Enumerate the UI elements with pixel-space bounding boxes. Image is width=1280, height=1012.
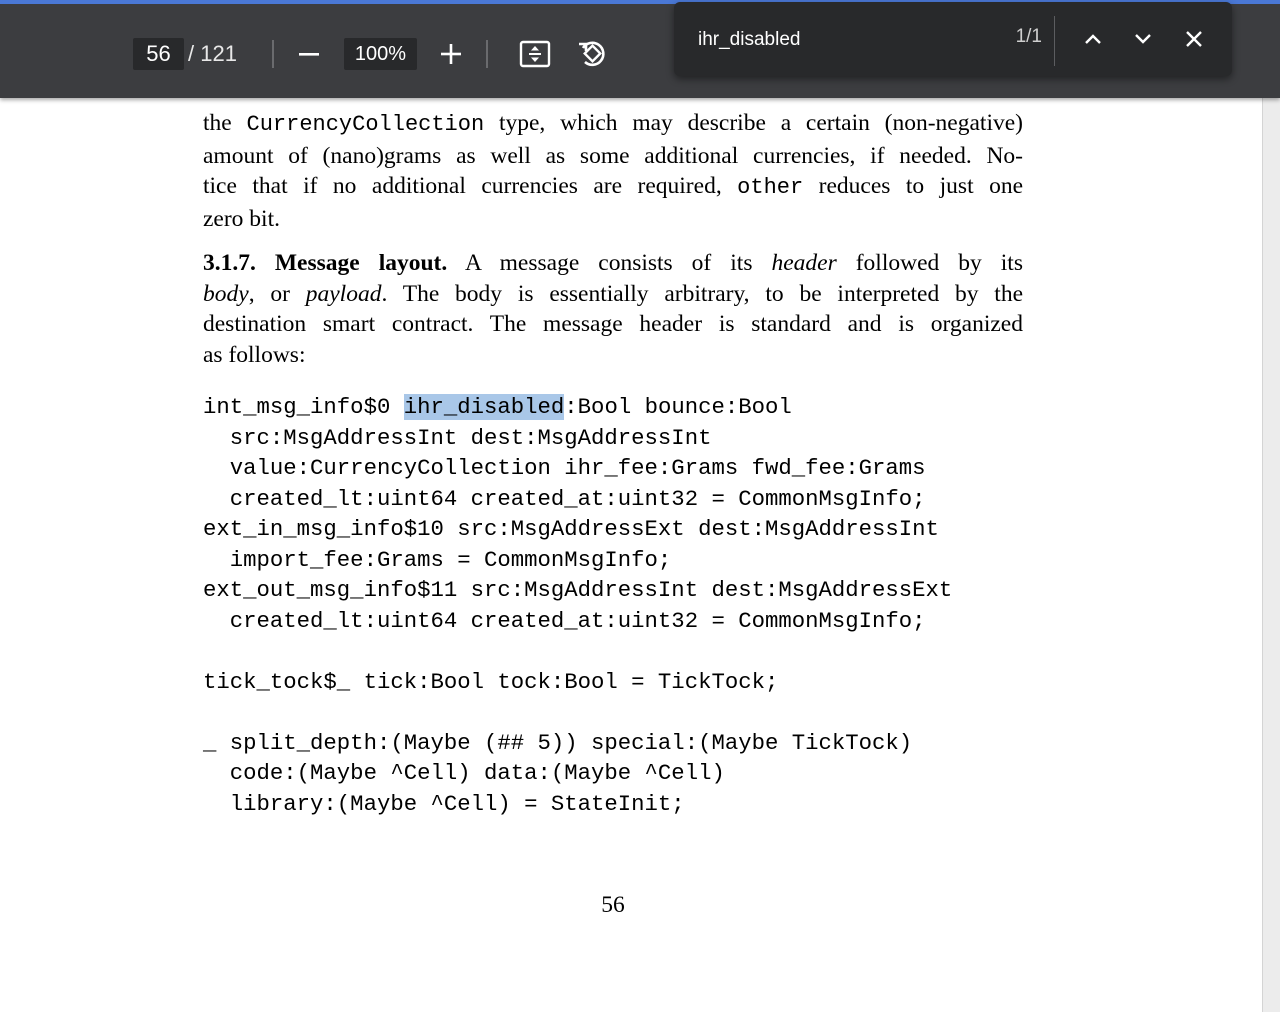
find-close-button[interactable] (1176, 21, 1212, 57)
code-line: _ split_depth:(Maybe (## 5)) special:(Maybe TickTock) (203, 730, 913, 756)
page-number-input[interactable]: 56 (133, 38, 184, 70)
paragraph-line: body, or payload. The body is essentially arbitrary, to be interpreted by the (203, 280, 1024, 307)
page-number-footer: 56 (601, 892, 625, 918)
find-divider (1054, 16, 1055, 66)
paragraph-currency-collection (203, 108, 1023, 234)
code-line-int-msg-info: int_msg_info$0 ihr_disabled:Bool bounce:Bool (203, 394, 792, 420)
zoom-out-button[interactable] (291, 36, 327, 72)
rotate-button[interactable] (574, 36, 610, 72)
chevron-down-icon (1134, 33, 1152, 45)
search-match-highlight: ihr_disabled (403, 394, 565, 420)
code-line: tick_tock$_ tick:Bool tock:Bool = TickTock; (203, 669, 779, 695)
paragraph-line: tice that if no additional currencies are required, other reduces to just one (203, 173, 1023, 200)
fit-to-page-button[interactable] (517, 36, 553, 72)
code-line: ext_out_msg_info$11 src:MsgAddressInt dest:MsgAddressExt (203, 577, 953, 603)
code-line: import_fee:Grams = CommonMsgInfo; (203, 547, 672, 573)
page-scroll-gutter[interactable] (1262, 98, 1280, 1012)
code-line: library:(Maybe ^Cell) = StateInit; (203, 791, 685, 817)
inline-code: other (737, 175, 804, 200)
rotate-icon (576, 38, 608, 70)
minus-icon (298, 43, 320, 65)
zoom-in-button[interactable] (433, 36, 469, 72)
code-line: src:MsgAddressInt dest:MsgAddressInt (203, 425, 712, 451)
find-next-button[interactable] (1125, 21, 1161, 57)
chevron-up-icon (1084, 33, 1102, 45)
paragraph-line: the CurrencyCollection type, which may describe a certain (non-negative) (203, 110, 1023, 137)
paragraph-line: 3.1.7. Message layout. A message consists of its header followed by its (203, 250, 1023, 276)
section-heading: 3.1.7. Message layout. (203, 250, 448, 276)
close-icon (1185, 30, 1203, 48)
find-input[interactable] (686, 22, 978, 58)
code-line: created_lt:uint64 created_at:uint32 = CommonMsgInfo; (203, 486, 926, 512)
page-total-label: / 121 (188, 41, 237, 66)
find-previous-button[interactable] (1075, 21, 1111, 57)
code-line: ext_in_msg_info$10 src:MsgAddressExt dest:MsgAddressInt (203, 516, 939, 542)
plus-icon (440, 43, 462, 65)
find-bar (674, 2, 1232, 76)
paragraph-message-layout (203, 248, 1023, 370)
toolbar-divider (272, 40, 274, 68)
paragraph-line: zero bit. (203, 205, 280, 232)
inline-code: CurrencyCollection (246, 112, 485, 137)
fit-page-icon (519, 40, 551, 68)
code-line: value:CurrencyCollection ihr_fee:Grams fwd_fee:Grams (203, 455, 926, 481)
zoom-level-input[interactable]: 100% (344, 38, 417, 70)
find-result-count: 1/1 (1015, 26, 1042, 47)
paragraph-line: destination smart contract. The message header is standard and is organized (203, 311, 1023, 337)
paragraph-line: as follows: (203, 341, 306, 368)
toolbar-divider (486, 40, 488, 68)
code-line: created_lt:uint64 created_at:uint32 = CommonMsgInfo; (203, 608, 926, 634)
code-line: code:(Maybe ^Cell) data:(Maybe ^Cell) (203, 760, 725, 786)
paragraph-line: amount of (nano)grams as well as some additional currencies, if needed. No- (203, 142, 1023, 169)
